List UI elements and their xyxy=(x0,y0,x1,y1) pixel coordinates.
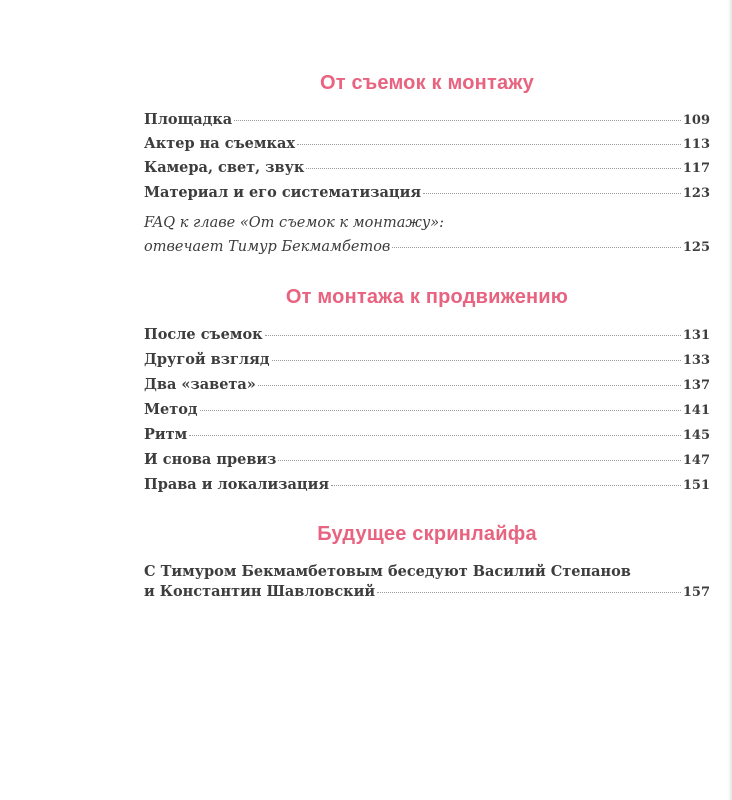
toc-entry[interactable] xyxy=(144,348,710,373)
toc-entry-label: Материал и его систематизация xyxy=(144,184,422,201)
dot-leader xyxy=(423,193,681,194)
dot-leader xyxy=(278,460,680,461)
toc-entry-page: 117 xyxy=(682,161,710,176)
toc-entry-page: 133 xyxy=(682,353,710,368)
dot-leader xyxy=(306,168,681,169)
dot-leader xyxy=(392,247,680,248)
toc-entry-page: 145 xyxy=(682,428,710,443)
page-edge xyxy=(728,0,732,800)
toc-entry-label: Права и локализация xyxy=(144,476,330,493)
toc-entry-label: Камера, свет, звук xyxy=(144,159,305,176)
dot-leader xyxy=(234,120,681,121)
toc-entry-page: 151 xyxy=(682,478,710,493)
toc-entry-label: Другой взгляд xyxy=(144,351,270,368)
section-title-future-of-screenlife: Будущее скринлайфа xyxy=(317,523,537,545)
dot-leader xyxy=(258,385,681,386)
toc-entry-label: Ритм xyxy=(144,426,188,443)
toc-entry-label: и Константин Шавловский xyxy=(144,583,376,600)
toc-entry-label: Площадка xyxy=(144,111,233,128)
toc-entry-label: Актер на съемках xyxy=(144,135,296,152)
toc-entry-page: 147 xyxy=(682,453,710,468)
toc-entry-page: 123 xyxy=(682,186,710,201)
faq-entry[interactable] xyxy=(144,235,710,260)
toc-entry[interactable] xyxy=(144,108,710,133)
section-title-from-shooting-to-editing: От съемок к монтажу xyxy=(320,72,534,94)
toc-entry-label: отвечает Тимур Бекмамбетов xyxy=(144,239,391,255)
dot-leader xyxy=(265,335,681,336)
faq-entry-line1[interactable]: FAQ к главе «От съемок к монтажу»: xyxy=(144,215,444,231)
dot-leader xyxy=(200,410,681,411)
toc-entry-page: 157 xyxy=(682,585,710,600)
toc-entry-label: Два «завета» xyxy=(144,376,256,393)
toc-entry[interactable] xyxy=(144,373,710,398)
section-title-from-editing-to-promotion: От монтажа к продвижению xyxy=(285,286,569,308)
toc-entry[interactable] xyxy=(144,156,710,181)
toc-entry-page: 141 xyxy=(682,403,710,418)
toc-entry-page: 109 xyxy=(682,113,710,128)
toc-entry[interactable] xyxy=(144,398,710,423)
toc-entry-page: 113 xyxy=(682,137,710,152)
dot-leader xyxy=(377,592,681,593)
toc-entry-page: 131 xyxy=(682,328,710,343)
toc-entry[interactable] xyxy=(144,448,710,473)
dot-leader xyxy=(189,435,681,436)
interview-entry[interactable] xyxy=(144,580,710,605)
toc-entry[interactable] xyxy=(144,423,710,448)
toc-entry[interactable] xyxy=(144,473,710,498)
toc-entry-page: 125 xyxy=(682,240,710,255)
interview-entry-line1[interactable]: С Тимуром Бекмамбетовым беседуют Василий Степанов xyxy=(144,563,631,580)
toc-entry-label: Метод xyxy=(144,401,198,418)
dot-leader xyxy=(272,360,681,361)
toc-entry[interactable] xyxy=(144,181,710,206)
toc-entry-label: После съемок xyxy=(144,326,263,343)
toc-entry[interactable] xyxy=(144,132,710,157)
dot-leader xyxy=(331,485,681,486)
toc-entry-page: 137 xyxy=(682,378,710,393)
dot-leader xyxy=(297,144,681,145)
toc-entry-label: И снова превиз xyxy=(144,451,277,468)
toc-entry[interactable] xyxy=(144,323,710,348)
